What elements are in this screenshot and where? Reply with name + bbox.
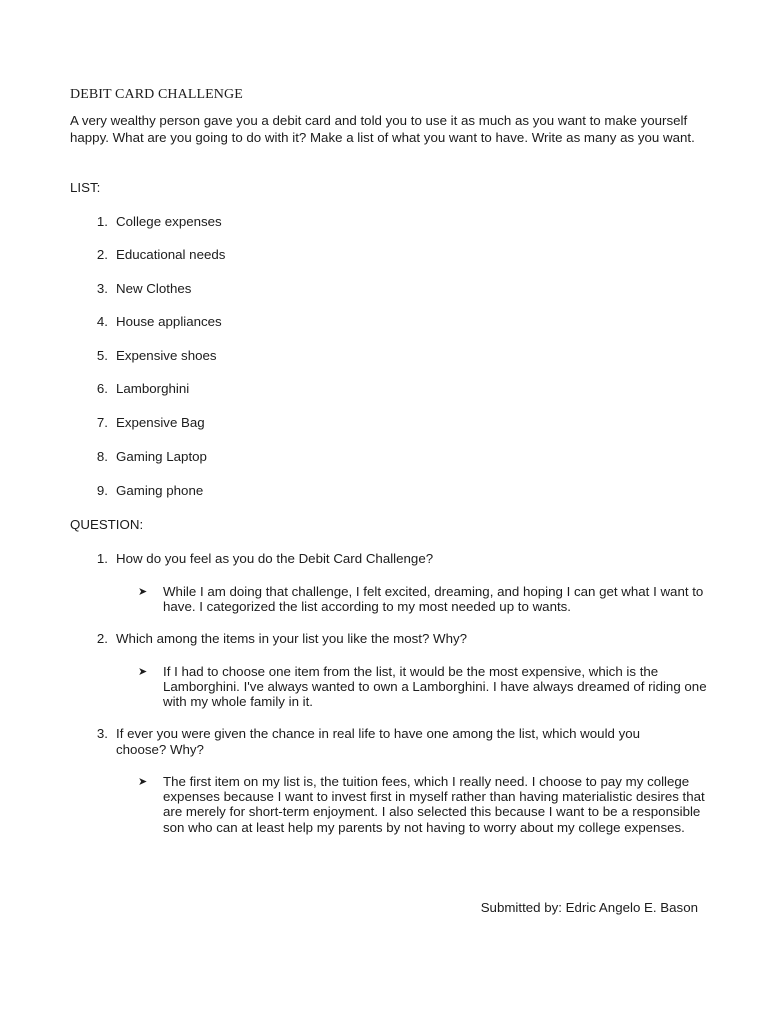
list-item-text: Educational needs <box>116 247 226 262</box>
list-item-text: Gaming phone <box>116 483 204 498</box>
arrowhead-bullet-icon: ➤ <box>138 585 148 598</box>
list-item-text: Lamborghini <box>116 381 190 396</box>
question-number: 3. <box>96 726 108 741</box>
list-item-number: 6. <box>96 381 108 396</box>
submitted-by-signature: Submitted by: Edric Angelo E. Bason <box>480 900 698 915</box>
question-number: 1. <box>96 551 108 566</box>
question-label: QUESTION: <box>70 517 144 532</box>
list-item-number: 1. <box>96 214 108 229</box>
list-item-number: 3. <box>96 281 108 296</box>
question-number: 2. <box>96 631 108 646</box>
answer-text: If I had to choose one item from the list, it would be the most expensive, which is the Lamborghini. I've always wanted to own a Lamborghini. I have always dreamed of riding one with my whole family in it. <box>163 664 707 710</box>
list-item-number: 5. <box>96 348 108 363</box>
list-label: LIST: <box>70 180 101 195</box>
arrowhead-bullet-icon: ➤ <box>138 665 148 678</box>
list-item-number: 9. <box>96 483 108 498</box>
list-item-number: 7. <box>96 415 108 430</box>
list-item-number: 8. <box>96 449 108 464</box>
list-item-number: 4. <box>96 314 108 329</box>
list-item-text: Expensive Bag <box>116 415 205 430</box>
question-text: Which among the items in your list you like the most? Why? <box>116 631 468 646</box>
list-item-text: House appliances <box>116 314 222 329</box>
arrowhead-bullet-icon: ➤ <box>138 775 148 788</box>
list-item-text: New Clothes <box>116 281 192 296</box>
answer-text: While I am doing that challenge, I felt excited, dreaming, and hoping I can get what I want to have. I categorized the list according to my most needed up to wants. <box>163 584 704 615</box>
list-item-text: College expenses <box>116 214 222 229</box>
document-title: DEBIT CARD CHALLENGE <box>70 87 243 102</box>
list-item-number: 2. <box>96 247 108 262</box>
answer-text: The first item on my list is, the tuition fees, which I really need. I choose to pay my college expenses because I want to invest first in myself rather than having materialistic desires that are merely for short-term enjoyment. I also selected this because I want to be a responsible son who can at least help my parents by not having to worry about my college expenses. <box>163 774 705 835</box>
list-item-text: Gaming Laptop <box>116 449 207 464</box>
list-item-text: Expensive shoes <box>116 348 217 363</box>
question-text: How do you feel as you do the Debit Card Challenge? <box>116 551 434 566</box>
intro-paragraph: A very wealthy person gave you a debit card and told you to use it as much as you want to make yourself happy. What are you going to do with it? Make a list of what you want to have. Write as many as you want. <box>70 113 695 145</box>
question-text: If ever you were given the chance in real life to have one among the list, which would you choose? Why? <box>116 726 641 757</box>
